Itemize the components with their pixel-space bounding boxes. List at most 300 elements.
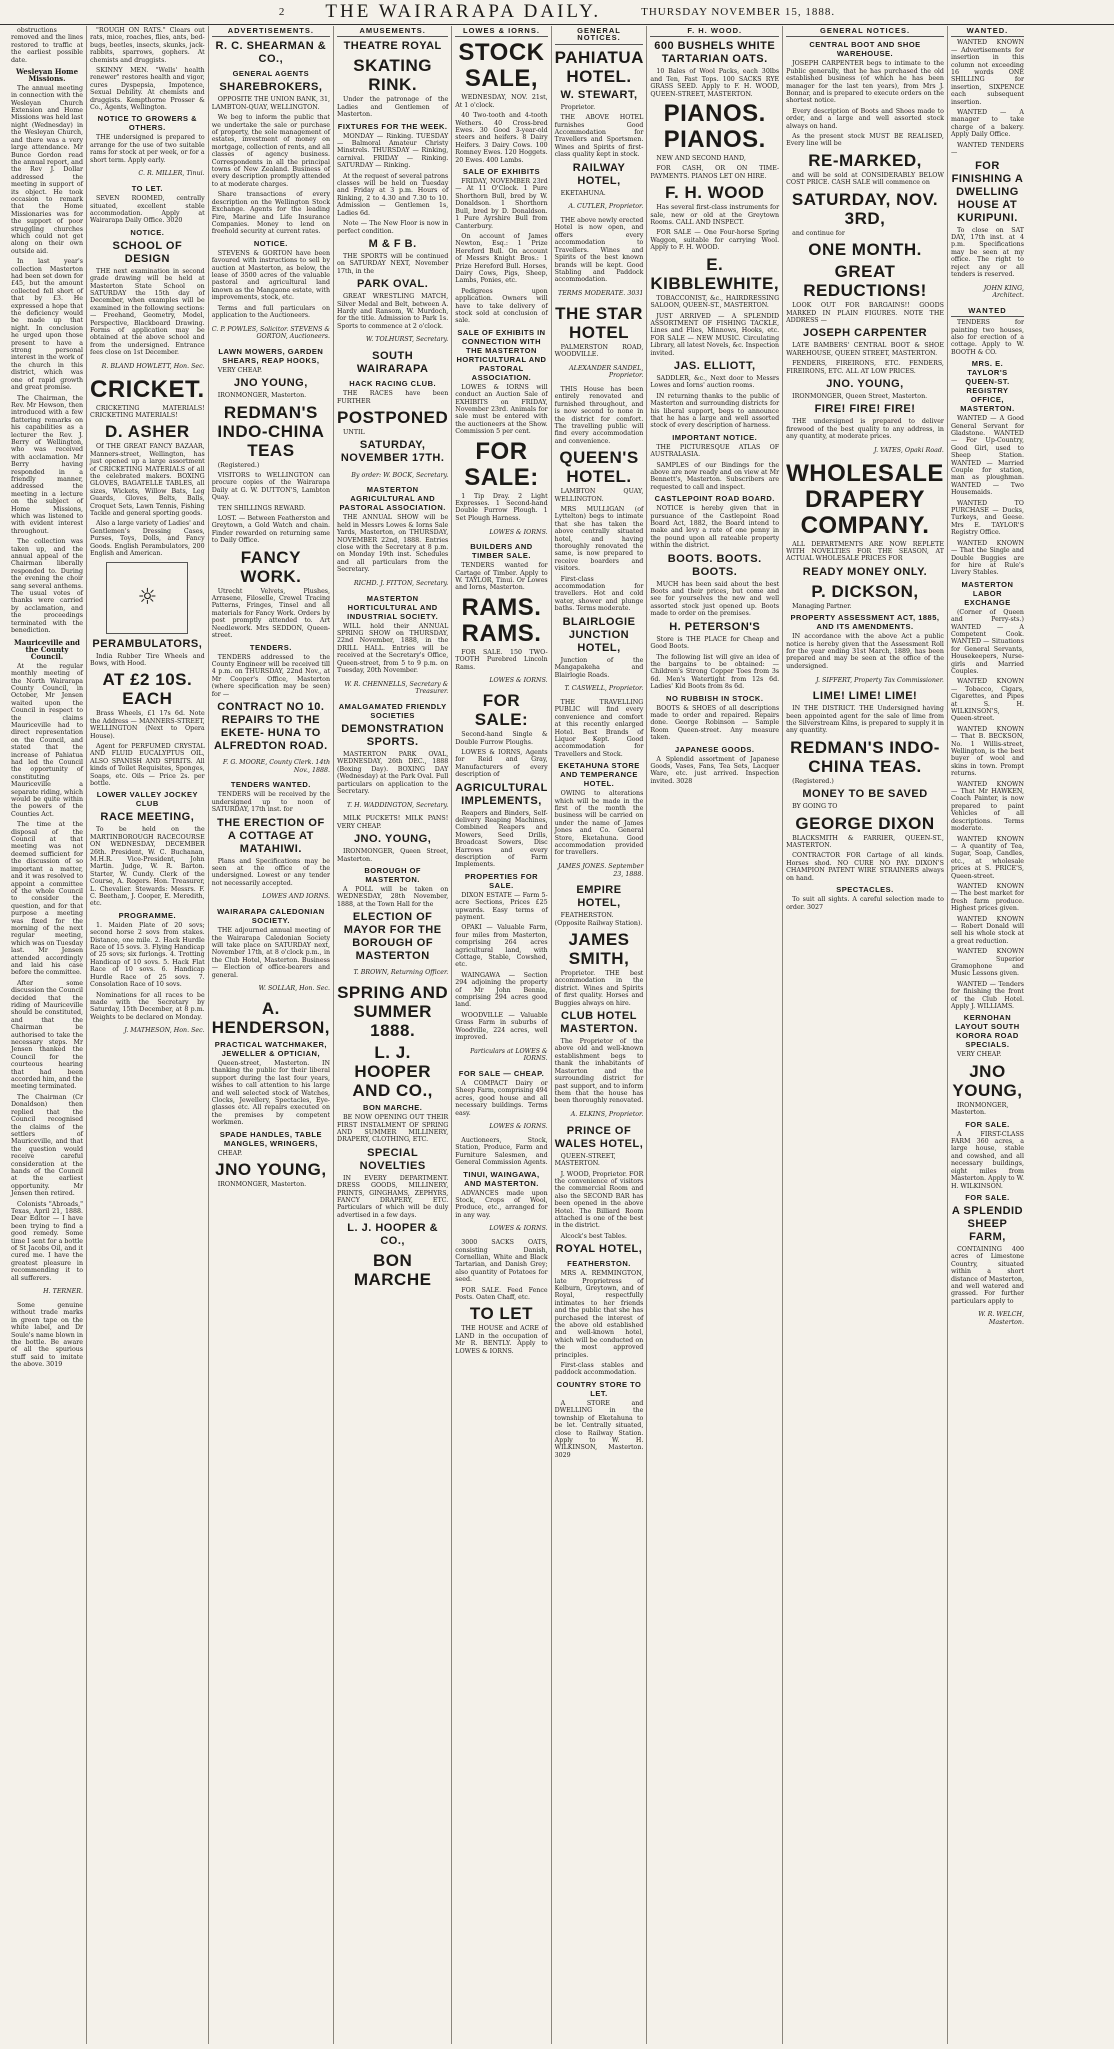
text-paragraph: Plans and Specifications may be seen at the office of the undersigned. Lowest or any tender not necessarily accepted.: [211, 857, 331, 887]
text-paragraph: IRONMONGER, Masterton.: [950, 1101, 1009, 1117]
text-paragraph: To suit all sights. A careful selection made to order. 3027: [786, 896, 944, 911]
ad-heading: LOWER VALLEY JOCKEY CLUB: [96, 790, 199, 809]
ad-heading: JAS. ELLIOTT,: [673, 359, 756, 372]
ad-heading: A. HENDERSON,: [211, 999, 331, 1038]
text-paragraph: IRONMONGER, Queen Street, Masterton.: [792, 392, 928, 400]
ad-heading: IMPORTANT NOTICE.: [672, 432, 758, 442]
ad-heading: STOCK SALE,: [458, 39, 545, 93]
ad-heading: L. J. HOOPER & CO.,: [347, 1222, 439, 1248]
ad-heading: JAPANESE GOODS.: [674, 744, 755, 754]
signature: R. BLAND HOWLETT, Hon. Sec.: [101, 362, 205, 370]
ad-heading: KERNOHAN LAYOUT SOUTH KORORA ROAD SPECIALS.: [955, 1013, 1020, 1050]
text-paragraph: THE undersigned is prepared to arrange for the use of two suitable rams for stock at per week, or for a short term. Apply early.: [90, 134, 205, 164]
ad-heading: NOTICE TO GROWERS & OTHERS.: [97, 114, 198, 133]
ad-heading: FANCY WORK.: [240, 547, 302, 586]
column-heading: F. H. WOOD.: [650, 26, 779, 37]
column-heading: GENERAL NOTICES.: [786, 26, 944, 37]
text-paragraph: (Corner of Queen and Perry-sts.) WANTED — A Competent Cook. WANTED — Situations for General Servants, Housekeepers, Nurse-girls and Married Couples.: [950, 608, 1024, 675]
masthead: [0, 0, 1114, 25]
text-paragraph: First-class accommodation for travellers. Hot and cold water, shower and plunge baths. Terms moderate.: [554, 575, 644, 613]
text-paragraph: Share transactions of every description on the Wellington Stock Exchange. Agents for the leading Fire, Marine and Life Insurance Companies. Money to lend on freehold security at current rates.: [211, 191, 331, 236]
ad-heading: LIME! LIME! LIME!: [812, 690, 918, 703]
ad-heading: PRINCE OF WALES HOTEL,: [554, 1124, 644, 1150]
text-paragraph: THE next examination in second grade drawing will be held at Masterton State School on SATURDAY the 15th day of December, when examples will be examined in the following sections: — Freehand, Geometry, Model, Perspective, Blackboard Drawing. Forms of application may be obtained at the above school and from the undersigned. Entrance fees close on 1st December.: [90, 267, 205, 357]
text-paragraph: Pedigrees upon application. Owners will have to take delivery of stock sold at conclusion of sale.: [455, 287, 548, 325]
text-paragraph: LAMBTON QUAY, WELLINGTON.: [554, 488, 644, 503]
ad-heading: CRICKET.: [90, 375, 205, 403]
text-paragraph: MONDAY — Rinking. TUESDAY — Balmoral Amateur Christy Minstrels. THURSDAY — Rinking, carnival. FRIDAY — Rinking. SATURDAY — Rinking.: [337, 132, 449, 170]
text-paragraph: At the regular monthly meeting of the North Wairarapa County Council, in October, Mr Jensen waited upon the Council in respect to the claims Mauriceville had to direct representation on the Council, and stated that the increase of Pahiatua had led the Council the opportunity of constituting Mauriceville a separate riding, which would be quite within the powers of the Counties Act.: [11, 662, 84, 818]
ad-heading: PROPERTY ASSESSMENT ACT, 1885, AND ITS AMENDMENTS.: [790, 613, 940, 632]
text-paragraph: WANTED — A manager to take charge of a bakery. Apply Daily Office.: [950, 109, 1024, 139]
text-paragraph: "ROUGH ON RATS." Clears out rats, mice, roaches, flies, ants, bed-bugs, beetles, insects, skunks, jack-rabbits, sparrows, gophers. At chemists and druggists.: [90, 27, 205, 64]
text-paragraph: TENDERS addressed to the County Engineer will be received till 4 p.m. on THURSDAY, 22nd Nov., at Mr Cooper's Office, Masterton (where specification may be seen) for —: [211, 653, 331, 698]
text-paragraph: Also a large variety of Ladies' and Gentlemen's Dressing Cases, Purses, Toys, Dolls, and Fancy Goods. English Perambulators, 200 English and American.: [90, 520, 205, 558]
text-paragraph: A FIRST-CLASS FARM 360 acres, a large house, stable and cowshed, and all necessary buildings, eight miles from Masterton. Apply to W. H. WILKINSON.: [950, 1130, 1024, 1190]
text-paragraph: WANTED KNOWN — The best market for fresh farm produce. Highest prices given.: [950, 882, 1024, 913]
text-paragraph: MILK PUCKETS! MILK PANS! VERY CHEAP.: [337, 815, 449, 830]
text-paragraph: WANTED KNOWN — That B. BECKSON, No. 1 Willis-street, Wellington, is the best buyer of wool and skins in town. Prompt returns.: [950, 725, 1024, 778]
ad-heading: PROPERTIES FOR SALE.: [464, 871, 539, 890]
text-paragraph: THE TRAVELLING PUBLIC will find every convenience and comfort at this recently enlarged Hotel. Best Brands of Liquor Kept. Good accommodation for Travellers and Stock.: [554, 698, 644, 758]
column-3: [209, 26, 334, 2044]
text-paragraph: THE adjourned annual meeting of the Wairarapa Caledonian Society will take place on SATURDAY next, November 17th, at 8 o'clock p.m., in the Club Hotel, Masterton. Business — Election of office-bearers and general.: [211, 927, 331, 979]
signature: TERMS MODERATE. 3031: [558, 290, 644, 298]
column-heading: AMUSEMENTS.: [337, 26, 448, 37]
ad-heading: PRACTICAL WATCHMAKER, JEWELLER & OPTICIAN,: [214, 1040, 328, 1059]
ad-heading: NOTICE.: [253, 238, 288, 248]
ad-heading: ONE MONTH.: [808, 240, 922, 260]
ad-heading: FOR SALE:: [474, 691, 529, 730]
text-paragraph: 1 Tip Dray. 2 Light Expresses. 1 Second-hand Double Furrow Plough. 1 Set Plough Harness.: [455, 492, 548, 522]
text-paragraph: WANTED — A Good General Servant for Gladstone. WANTED — For Up-Country, Good Girl, used to Sheep Station. WANTED — Married Couple for station, man as ploughman. WANTED — Two Housemaids.: [950, 415, 1024, 497]
text-paragraph: WEDNESDAY, NOV. 21st, At 1 o'clock.: [455, 94, 548, 109]
ad-heading: REDMAN'S INDO-CHINA TEAS.: [790, 737, 940, 776]
text-paragraph: 10 Bales of Wool Packs, each 30lbs and Ten, Fast Tops. 100 SACKS RYE GRASS SEED. Apply to F. H. WOOD, QUEEN-STREET, MASTERTON.: [650, 68, 780, 98]
text-paragraph: BOOTS & SHOES of all descriptions made to order and repaired. Repairs done. George Robinson — Sample Room Queen-street. Any measure taken.: [650, 704, 780, 742]
text-paragraph: MRS MULLIGAN (of Lyttelton) begs to intimate that she has taken the above centrally situated hotel, and having thoroughly renovated the same, is now prepared to receive boarders and visitors.: [554, 506, 644, 573]
signature: ALEXANDER SANDEL, Proprietor.: [569, 364, 644, 380]
ad-heading: PAHIATUA HOTEL.: [554, 47, 644, 86]
text-paragraph: LOWES & IORNS, Agents for Reid and Gray, Manufacturers of every description of: [455, 748, 548, 779]
text-paragraph: IN returning thanks to the public of Masterton and surrounding districts for his liberal support, begs to announce that he has a large and well assorted stock of every description of harness.: [650, 392, 780, 430]
ad-heading: TO LET.: [131, 184, 163, 194]
signature: By order: W. BOCK, Secretary.: [351, 471, 449, 479]
text-paragraph: ADVANCES made upon Stock, Crops of Wool, Produce, etc., arranged for in any way.: [455, 1189, 548, 1219]
column-7: [647, 26, 783, 2044]
text-paragraph: The following list will give an idea of the bargains to be obtained: — Children's Strong Copper Toes from 3s 6d. Men's Watertight from 12s 6d. Ladies' Kid Boots from 8s 6d.: [650, 653, 780, 691]
signature: W. R. CHENNELLS, Secretary & Treasurer.: [344, 680, 449, 696]
ad-heading: R. C. SHEARMAN & CO.,: [215, 40, 327, 66]
columns-container: [8, 26, 1106, 2044]
text-paragraph: MUCH has been said about the best Boots and their prices, but come and see for yourselves the new and well assorted stock just opened up. Boots made to order on the premises.: [650, 580, 780, 618]
text-paragraph: TENDERS wanted for Cartage of Timber. Apply to W. TAYLOR, Tinui. Or Lowes and Iorns, Masterton.: [455, 562, 548, 592]
text-paragraph: Note — The New Floor is now in perfect condition.: [337, 220, 449, 235]
text-paragraph: Of THE GREAT FANCY BAZAAR, Manners-street, Wellington, has just opened up a large assortment of CRICKETING MATERIALS of all the celebrated makers. BOXING GLOVES, BAGATELLE TABLES, all sizes, Wickets, Willow Bats, Leg Guards, Gloves, Belts, Balls, Croquet Sets, Lawn Tennis, Fishing Tackle and general sporting goods.: [90, 443, 205, 518]
ad-heading: FOR FINISHING A DWELLING HOUSE AT KURIPUNI.: [951, 159, 1024, 224]
ad-heading: PARK OVAL.: [357, 278, 429, 291]
column-1: [8, 26, 87, 2044]
signature: J. YATES, Opaki Road.: [874, 446, 944, 454]
column-heading: LOWES & IORNS.: [455, 26, 547, 37]
ad-heading: EMPIRE HOTEL,: [576, 884, 622, 910]
ad-heading: JNO YOUNG,: [233, 377, 308, 390]
text-paragraph: IN EVERY DEPARTMENT. DRESS GOODS, MILLINERY, PRINTS, GINGHAMS, ZEPHYRS, FANCY DRAPERY, ETC. Particulars of which will be duly advertised in a few days.: [337, 1174, 449, 1219]
text-paragraph: SAMPLES of our Bindings for the above are now ready and on view at Mr Bennett's, Masterton. Subscribers are requested to call and inspect.: [650, 461, 780, 491]
text-paragraph: SADDLER, &c., Next door to Messrs Lowes and Iorns' auction rooms.: [650, 374, 780, 390]
ad-heading: SPECIAL NOVELTIES: [359, 1146, 426, 1172]
ad-heading: FOR SALE:: [464, 437, 539, 491]
text-paragraph: LOOK OUT FOR BARGAINS!! GOODS MARKED IN PLAIN FIGURES. NOTE THE ADDRESS —: [786, 302, 944, 324]
text-paragraph: WANTED TENDERS —: [950, 141, 1024, 157]
text-paragraph: (Registered.): [792, 777, 834, 785]
masthead-date: THURSDAY NOVEMBER 15, 1888.: [641, 6, 836, 18]
text-paragraph: WANTED TO PURCHASE — Ducks, Turkeys, and Geese. Mrs E. TAYLOR'S Registry Office.: [950, 499, 1024, 537]
ad-heading: PIANOS. PIANOS.: [663, 100, 766, 154]
text-paragraph: NEW AND SECOND HAND,: [656, 155, 746, 163]
text-paragraph: THE ANNUAL SHOW will be held in Messrs Lowes & Iorns Sale Yards, Masterton, on THURSDAY, NOVEMBER 22nd, 1888. Entries close with the Secretary at 8 p.m. on Monday 19th inst. Schedules and all particulars from the Secretary.: [337, 514, 449, 574]
text-paragraph: First-class stables and paddock accommodation.: [554, 1362, 644, 1377]
text-paragraph: TEN SHILLINGS REWARD.: [217, 504, 306, 512]
signature: J. MATHESON, Hon. Sec.: [124, 1027, 205, 1035]
text-paragraph: Utrecht Velvets, Plushes, Arrasene, Filoselle, Crewel Tracing Patterns, Fringes, Tinsel and all materials for Fancy Work. Orders by post promptly attended to. Art Needlework. Mrs SEDDON, Queen-street.: [211, 587, 331, 640]
text-paragraph: STEVENS & GORTON have been favoured with instructions to sell by auction at Masterton, as below, the lease of 3500 acres of the valuable pastoral and agricultural land known as the Mangaone estate, with improvements, stock, etc.: [211, 249, 331, 302]
ad-heading: 600 BUSHELS WHITE TARTARIAN OATS.: [654, 40, 776, 66]
text-paragraph: (Registered.): [217, 461, 260, 469]
ad-heading: FOR SALE — CHEAP.: [458, 1068, 545, 1078]
ad-heading: TENDERS WANTED.: [230, 780, 311, 790]
text-paragraph: The time at the disposal of the Council at that meeting was not deemed sufficient for the discussion of so important a matter, and it was resolved to appoint a committee of the whole Council to consider the question, and for that purpose a meeting was fixed for the morning of the next regular meeting, which was on Tuesday last. Mr Jensen attended accordingly and laid his case before the committee.: [11, 821, 84, 977]
text-paragraph: WILL hold their ANNUAL SPRING SHOW on THURSDAY, 22nd November, 1888, in the DRILL HALL. Entries will be received at the Secretary's Office, Queen-street, from 5 to 9 p.m. on Tuesday, 20th November.: [337, 622, 449, 675]
text-paragraph: A POLL will be taken on WEDNESDAY, 28th November, 1888, at the Town Hall for the: [337, 885, 449, 908]
text-paragraph: 3000 SACKS OATS, consisting Danish, Cornellian, White and Black Tartarian, and Danish Grey; also quantity of Potatoes for seed.: [455, 1239, 548, 1284]
ad-heading: JNO. YOUNG,: [826, 377, 904, 390]
ad-heading: HACK RACING CLUB.: [349, 379, 437, 389]
text-paragraph: JUST ARRIVED — A SPLENDID ASSORTMENT OF FISHING TACKLE, Lines and Flies, Minnows, Hooks, etc. FOR SALE — NEW MUSIC. Circulating Library, all latest Novels, &c. Inspection invited.: [650, 312, 780, 357]
ad-heading: THEATRE ROYAL: [343, 40, 442, 53]
ad-heading: QUEEN'S HOTEL.: [559, 448, 639, 487]
signature: Particulars at LOWES & IORNS.: [470, 1047, 548, 1063]
text-paragraph: Has several first-class instruments for sale, new or old at the Greytown Rooms. CALL AND INSPECT.: [650, 204, 780, 227]
text-paragraph: JOSEPH CARPENTER begs to intimate to the Public generally, that he has purchased the old established business (of which he has been manager for the last ten years), from Mrs J. Bonnar, and is prepared to execute orders on the shortest notice.: [786, 60, 944, 105]
ad-heading: NO RUBBISH IN STOCK.: [666, 693, 764, 703]
text-paragraph: FOR SALE. Feed Fence Posts. Oaten Chaff, etc.: [455, 1286, 548, 1302]
text-paragraph: BLACKSMITH & FARRIER, QUEEN-ST., MASTERTON.: [786, 834, 944, 850]
text-paragraph: WANTED KNOWN — Robert Donald will sell his whole stock at a great reduction.: [950, 915, 1024, 945]
signature: J. SIFFERT, Property Tax Commissioner.: [816, 676, 944, 684]
ad-heading: JOSEPH CARPENTER: [802, 327, 928, 340]
ad-heading: FEATHERSTON.: [567, 1259, 631, 1269]
text-paragraph: Proprietor. THE best accommodation in the district. Wines and Spirits of first quality. Horses and Buggies always on hire.: [554, 970, 644, 1007]
text-paragraph: Store is THE PLACE for Cheap and Good Boots.: [650, 635, 780, 651]
text-paragraph: The Chairman (Cr Donaldson) then replied that the Council recognised the claims of the settlers of Mauriceville, and that the question would receive careful consideration at the hands of the Council at the earliest opportunity. Mr Jensen then retired.: [11, 1093, 84, 1198]
ad-heading: A SPLENDID SHEEP FARM,: [951, 1204, 1024, 1243]
ad-heading: BON MARCHE: [353, 1251, 432, 1290]
text-paragraph: FOR SALE. 150 TWO-TOOTH Purebred Lincoln Rams.: [455, 648, 548, 671]
ad-heading: PERAMBULATORS,: [92, 637, 203, 650]
text-paragraph: CONTAINING 400 acres of Limestone Country, situated within a short distance of Masterton, and well watered and grassed. For further particulars apply to: [950, 1245, 1024, 1305]
text-paragraph: FRIDAY, NOVEMBER 23rd — At 11 O'Clock. 1 Pure Shorthorn Bull, bred by W. Donaldson. 1 Shorthorn Bull, bred by D. Donaldson. 1 Pure Ayrshire Bull from Canterbury.: [455, 178, 548, 230]
ad-heading: FOR SALE.: [965, 1192, 1010, 1202]
signature: JOHN KING, Architect.: [983, 284, 1024, 300]
article-title: Wesleyan Home Missions.: [15, 67, 79, 84]
text-paragraph: WANTED KNOWN — Advertisements for insertion in this column not exceeding 16 words ONE SHILLING for insertion, SIXPENCE each subsequent insertion.: [950, 39, 1024, 106]
signature: LOWES & IORNS.: [489, 528, 548, 536]
text-paragraph: WAINGAWA — Section 294 adjoining the property of Mr John Bennie, comprising 294 acres good land.: [455, 971, 548, 1009]
ad-heading: REDMAN'S INDO-CHINA TEAS: [217, 402, 325, 460]
text-paragraph: After some discussion the Council decided that the riding of Mauriceville should be constituted, and that the Chairman be authorised to take the necessary steps. Mr Jensen thanked the Council for the courteous hearing that had been accorded him, and the meeting terminated.: [11, 979, 84, 1091]
text-paragraph: J. WOOD, Proprietor. FOR the convenience of visitors the commercial Room and also the SECOND BAR has been opened in the above Hotel. The Billiard Room attached is one of the best in the district.: [554, 1170, 644, 1230]
text-paragraph: THE PICTURESQUE ATLAS OF AUSTRALASIA.: [650, 443, 780, 459]
ad-heading: EKETAHUNA STORE AND TEMPERANCE HOTEL.: [558, 761, 640, 789]
ad-heading: AT £2 10S. EACH: [102, 670, 193, 709]
text-paragraph: Brass Wheels, £1 17s 6d. Note the Address — MANNERS-STREET, WELLINGTON (Next to Opera House).: [90, 710, 205, 740]
ad-heading: CLUB HOTEL MASTERTON.: [560, 1010, 638, 1036]
text-paragraph: NOTICE is hereby given that in pursuance of the Castlepoint Road Board Act, 1882, the Board intend to make and levy a rate of one penny in the pound upon all rateable property within the district.: [650, 505, 780, 550]
ad-heading: SALE OF EXHIBITS IN CONNECTION WITH THE MASTERTON HORTICULTURAL AND PASTORAL ASSOCIATION.: [456, 327, 547, 382]
text-paragraph: Auctioneers, Stock, Station, Produce, Farm and Furniture Salesmen, and General Commission Agents.: [455, 1136, 548, 1167]
text-paragraph: CHEAP.: [217, 1149, 243, 1157]
ad-heading: SPRING AND SUMMER 1888.: [337, 983, 449, 1041]
ad-heading: RAMS. RAMS.: [461, 593, 542, 647]
ad-heading: ROYAL HOTEL,: [555, 1243, 643, 1256]
text-paragraph: SKINNY MEN. "Wells' health renewer" restores health and vigor, cures Dyspepsia, Impotence, Sexual Debility. At chemists and druggists. Kempthorne Prosser & Co., Agents, Wellington.: [90, 67, 205, 112]
text-paragraph: WANTED KNOWN — That Mr HAWKEN, Coach Painter, is now prepared to paint Vehicles of all descriptions. Terms moderate.: [950, 780, 1024, 833]
ad-heading: MASTERTON HORTICULTURAL AND INDUSTRIAL SOCIETY.: [347, 593, 439, 621]
ad-heading: P. DICKSON,: [811, 581, 919, 601]
text-paragraph: WANTED KNOWN — Tobacco, Cigars, Cigarettes, and Pipes at S. H. WILKINSON'S, Queen-street.: [950, 678, 1024, 723]
ad-heading: NOTICE.: [130, 227, 165, 237]
ad-heading: MASTERTON AGRICULTURAL AND PASTORAL ASSOCIATION.: [339, 485, 446, 513]
column-9: [948, 26, 1027, 2044]
ad-heading: ELECTION OF MAYOR FOR THE BOROUGH OF MASTERTON: [343, 911, 442, 963]
column-4: [334, 26, 452, 2044]
text-paragraph: Queen-street, Masterton. IN thanking the public for their liberal support during the last four years, wishes to call attention to his large and well selected stock of Watches, Clocks, Jewellery, Spectacles, Eye-glasses etc. All repairs executed on the premises by competent workmen.: [211, 1060, 331, 1127]
ad-heading: TO LET: [469, 1304, 534, 1324]
ad-heading: WAIRARAPA CALEDONIAN SOCIETY.: [217, 907, 325, 926]
ad-heading: FOR SALE.: [965, 1119, 1010, 1129]
text-paragraph: Every description of Boots and Shoes made to order, and a large and well assorted stock always on hand.: [786, 107, 944, 130]
text-paragraph: THIS House has been entirely renovated and furnished throughout, and is now second to none in the district for comfort. The travelling public will find every accommodation and convenience.: [554, 385, 644, 445]
text-paragraph: Reapers and Binders, Self-delivery Reaping Machines, Combined Reapers and Mowers, Seed Drills, Broadcast Sowers, Disc Harrows and every description of Farm Implements.: [455, 809, 548, 869]
ad-heading: JNO. YOUNG,: [353, 833, 432, 846]
signature: T. H. WADDINGTON, Secretary.: [346, 801, 449, 809]
ad-heading: LAWN MOWERS, GARDEN SHEARS, REAP HOOKS,: [218, 346, 324, 365]
signature: LOWES AND IORNS.: [262, 893, 331, 901]
ad-heading: BLAIRLOGIE JUNCTION HOTEL,: [562, 615, 636, 654]
ad-heading: L. J. HOOPER AND CO.,: [352, 1043, 433, 1101]
text-paragraph: On account of James Newton, Esq.: 1 Prize Hereford Bull. On account of Messrs Knight Bros.: 1 Prize Hereford Bull. Horses, Dairy Cows, Pigs, Sheep, Lambs, Ponies, etc.: [455, 232, 548, 285]
column-heading: WANTED: [951, 306, 1024, 317]
signature: LOWES & IORNS.: [489, 1123, 548, 1131]
text-paragraph: FOR CASH, OR ON TIME-PAYMENTS. PIANOS LET ON HIRE.: [650, 165, 780, 180]
text-paragraph: TENDERS will be received by the undersigned up to noon of SATURDAY, 17th inst. for: [211, 791, 331, 814]
ad-heading: READY MONEY ONLY.: [802, 565, 928, 578]
text-paragraph: WANTED KNOWN — A quantity of Tea, Sugar, Soap, Candles, etc., at wholesale prices at S. PRICE'S, Queen-street.: [950, 835, 1024, 880]
ad-heading: JNO YOUNG,: [952, 1061, 1023, 1100]
column-5: [452, 26, 551, 2044]
ad-heading: MASTERTON LABOR EXCHANGE: [961, 579, 1014, 607]
text-paragraph: In last year's collection Masterton had been set down for £45, but the amount collected fell short of that by £3. He expressed a hope that the deficiency would be made up that night. In conclusion he urged upon those present to have a strong personal interest in the work of the church in this district, which was one of rapid growth and great promise.: [11, 258, 84, 392]
text-paragraph: TENDERS for painting two houses, also for erection of a cottage. Apply to W. BOOTH & CO.: [950, 319, 1024, 356]
ad-heading: WHOLESALE DRAPERY COMPANY.: [786, 459, 944, 539]
ad-heading: SCHOOL OF DESIGN: [112, 239, 183, 265]
text-paragraph: VISITORS to WELLINGTON can procure copies of the Wairarapa Daily at G. W. DUTTON'S, Lambton Quay.: [211, 472, 331, 502]
ad-heading: MRS. E. TAYLOR'S QUEEN-ST. REGISTRY OFFICE, MASTERTON.: [960, 359, 1015, 414]
ad-heading: RAILWAY HOTEL,: [572, 161, 626, 187]
text-paragraph: As the present stock MUST BE REALISED, Every line will be: [786, 133, 944, 148]
text-paragraph: UNTIL: [343, 428, 365, 436]
signature: T. CASWELL, Proprietor.: [564, 685, 644, 693]
text-paragraph: BE NOW OPENING OUT THEIR FIRST INSTALMENT OF SPRING AND SUMMER MILLINERY, DRAPERY, CLOTHING, ETC.: [337, 1114, 449, 1144]
ad-heading: BON MARCHE.: [363, 1103, 423, 1113]
ad-heading: CONTRACT NO 10. REPAIRS TO THE EKETE- HUNA TO ALFREDTON ROAD.: [214, 700, 328, 752]
text-paragraph: GREAT WRESTLING MATCH, Silver Medal and Belt, between A. Hardy and Ransom, W. Murdoch, for the title. Admission to Park 1s. Sports to commence at 2 o'clock.: [337, 293, 449, 330]
signature: LOWES & IORNS.: [489, 677, 548, 685]
ad-heading: GENERAL AGENTS: [232, 69, 310, 79]
text-paragraph: IRONMONGER, Masterton.: [217, 392, 307, 400]
text-paragraph: THE RACES have been FURTHER: [337, 390, 449, 405]
text-paragraph: LATE BAMBERS' CENTRAL BOOT & SHOE WAREHOUSE, QUEEN STREET, MASTERTON.: [786, 342, 944, 357]
text-paragraph: FENDERS, FIREIRONS, ETC. FENDERS, FIREIRONS, ETC. ALL AT LOW PRICES.: [786, 360, 944, 375]
column-heading: WANTED.: [951, 26, 1024, 37]
text-paragraph: VERY CHEAP.: [217, 366, 262, 374]
text-paragraph: SEVEN ROOMED, centrally situated, excellent stable accommodation. Apply at Wairarapa Daily Office. 3020: [90, 195, 205, 225]
text-paragraph: CRICKETING MATERIALS! CRICKETING MATERIALS!: [90, 404, 205, 419]
text-paragraph: WANTED KNOWN — That the Single and Double Buggies are for hire at Rule's Livery Stables.: [950, 539, 1024, 577]
text-paragraph: We beg to inform the public that we undertake the sale or purchase of property, the sole management of estates, investment of money on mortgage, collection of rents, and all classes of agency business. Correspondents in all the principal towns of New Zealand. Business of every description promptly attended to at moderate charges.: [211, 114, 331, 188]
ad-heading: GREAT REDUCTIONS!: [803, 262, 927, 301]
signature: T. BROWN, Returning Officer.: [353, 969, 449, 977]
ad-heading: TENDERS.: [249, 642, 292, 652]
text-paragraph: CONTRACTOR FOR Cartage of all kinds. Horses shod. NO CURE NO PAY. DIXON'S CHAMPION PATENT WIRE STRAINERS always on hand.: [786, 852, 944, 882]
text-paragraph: obstructions removed and the lines restored to traffic at the earliest possible date.: [11, 27, 84, 64]
text-paragraph: MRS A. REMMINGTON, late Proprietress of Kelburn, Greytown, and of Royal, respectfully intimates to her friends and the public that she has purchased the interest of the above old established and well-known hotel, which will be conducted on the most approved principles.: [554, 1270, 644, 1359]
text-paragraph: THE undersigned is prepared to deliver firewood of the best quality to any address, in any quantity, at moderate prices.: [786, 418, 944, 441]
signature: C. P. POWLES, Solicitor. STEVENS & GORTON, Auctioneers.: [211, 325, 331, 341]
text-paragraph: IN THE DISTRICT. THE Undersigned having been appointed agent for the sale of lime from the Silverstream Kilns, is prepared to supply it in any quantity.: [786, 705, 944, 735]
text-paragraph: The annual meeting in connection with the Wesleyan Church Extension and Home Missions was held last night (Wednesday) in the Wesleyan Church, and there was a very large attendance. Mr Bunce Gordon read the annual report, and the Rev J. Dollar addressed the meeting in support of its object. He took occasion to remark that the Home Missionaries was for the support of poor struggling churches which could not get along on their own outside aid.: [11, 84, 84, 255]
text-paragraph: Terms and full particulars on application to the Auctioneers.: [211, 304, 331, 319]
ad-heading: SALE OF EXHIBITS: [462, 167, 541, 177]
text-paragraph: The Proprietor of the above old and well-known establishment begs to thank the inhabitants of Masterton and the surrounding district for past support, and to inform them that the house has been thoroughly renovated.: [554, 1038, 644, 1105]
text-paragraph: ALL DEPARTMENTS ARE NOW REPLETE WITH NOVELTIES FOR THE SEASON, AT ACTUAL WHOLESALE PRICES FOR: [786, 540, 944, 563]
ad-heading: GEORGE DIXON: [795, 813, 935, 833]
ad-heading: BOROUGH OF MASTERTON.: [364, 865, 421, 884]
text-paragraph: IRONMONGER, Masterton.: [217, 1181, 307, 1189]
column-heading: GENERAL NOTICES.: [555, 26, 644, 45]
text-paragraph: Some genuine without trade marks in green tape on the white label, and Dr Soule's name blown in the bottle. Be aware of all the spurious stuff said to imitate the above. 3019: [11, 1302, 84, 1369]
text-paragraph: THE ABOVE HOTEL furnishes Good Accommodation for Travellers and Sportsmen. Wines and Spirits of first-class quality kept in stock.: [554, 114, 644, 159]
text-paragraph: and will be sold at CONSIDERABLY BELOW COST PRICE. CASH SALE will commence on: [786, 171, 944, 187]
text-paragraph: Second-hand Single & Double Furrow Ploughs.: [455, 731, 548, 746]
signature: H. TERNER.: [43, 1288, 84, 1296]
text-paragraph: WOODVILLE — Valuable Grass Farm in suburbs of Woodville, 224 acres, well improved.: [455, 1011, 548, 1042]
ad-heading: RE-MARKED,: [808, 150, 922, 170]
ad-heading: F. H. WOOD: [665, 183, 765, 203]
signature: A. CUTLER, Proprietor.: [568, 203, 644, 211]
text-paragraph: 40 Two-tooth and 4-tooth Wethers. 40 Cross-bred Ewes. 30 Good 3-year-old steers and heifers. 8 Dairy Heifers. 3 Dairy Cows. 100 Romney Ewes. 120 Hoggets. 20 Ewes. 400 Lambs.: [455, 112, 548, 164]
text-paragraph: and continue for: [792, 229, 845, 237]
text-paragraph: THE above newly erected Hotel is now open, and offers every accommodation to Travellers. Wines and Spirits of the best known brands will be kept. Good Stabling and Paddock accommodation.: [554, 217, 644, 284]
text-paragraph: THE SPORTS will be continued on SATURDAY NEXT, November 17th, in the: [337, 252, 449, 275]
text-paragraph: IRONMONGER, Queen Street, Masterton.: [337, 848, 449, 863]
ad-heading: BUILDERS AND TIMBER SALE.: [470, 542, 533, 561]
ad-heading: H. PETERSON'S: [669, 620, 761, 633]
ad-heading: AGRICULTURAL IMPLEMENTS,: [455, 781, 548, 807]
signature: W. SOLLAR, Hon. Sec.: [258, 985, 331, 993]
ad-heading: COUNTRY STORE TO LET.: [556, 1379, 642, 1398]
text-paragraph: BY GOING TO: [792, 803, 838, 811]
column-6: [552, 26, 648, 2044]
signature: C. R. MILLER, Tinui.: [138, 170, 205, 178]
text-paragraph: Under the patronage of the Ladies and Gentlemen of Masterton.: [337, 96, 449, 119]
ad-heading: MONEY TO BE SAVED: [802, 788, 928, 801]
text-paragraph: Nominations for all races to be made with the Secretary by Saturday, 15th December, at 8 p.m. Weights to be declared on Monday.: [90, 991, 205, 1021]
text-paragraph: FOR SALE — One Four-horse Spring Waggon, suitable for carrying Wool. Apply to F. H. WOOD.: [650, 229, 780, 252]
column-heading: ADVERTISEMENTS.: [212, 26, 330, 37]
text-paragraph: QUEEN-STREET, MASTERTON.: [554, 1152, 616, 1168]
text-paragraph: Agent for PERFUMED CRYSTAL AND FLUID EUCALYPTUS OIL, ALSO SPANISH AND SPIRITS. All kinds of Toilet Requisites, Sponges, Soaps, etc. Oils — Price 2s. per bottle.: [90, 742, 205, 787]
text-paragraph: 1. Maiden Plate of 20 sovs; second horse 2 sovs from stakes. Distance, one mile. 2. Hack Hurdle Race of 15 sovs. 3. Flying Handicap of 25 sovs; six furlongs. 4. Trotting Handicap of 10 sovs. 5. Hack Flat Race of 10 sovs. 6. Handicap Hurdle Race of 25 sovs. 7. Consolation Race of 10 sovs.: [90, 921, 205, 989]
ad-heading: CENTRAL BOOT AND SHOE WAREHOUSE.: [809, 40, 921, 59]
ad-heading: SPADE HANDLES, TABLE MANGLES, WRINGERS,: [219, 1129, 322, 1148]
ad-heading: W. STEWART,: [560, 88, 638, 101]
ad-heading: JAMES SMITH,: [568, 930, 630, 969]
signature: W. TOLHURST, Secretary.: [365, 336, 449, 344]
ad-heading: FIRE! FIRE! FIRE!: [814, 403, 916, 416]
ad-heading: THE ERECTION OF A COTTAGE AT MATAHIWI.: [216, 816, 325, 855]
text-paragraph: To close on SAT DAY, 17th inst. at 4 p.m. Specifications may be seen at my office. The right to reject any or all tenders is reserved.: [950, 226, 1024, 278]
column-8: [783, 26, 948, 2044]
signature: W. R. WELCH, Masterton.: [978, 1311, 1024, 1326]
ad-heading: JNO YOUNG,: [215, 1160, 327, 1180]
text-paragraph: At the request of several patrons classes will be held on Tuesday and Friday at 3 p.m. Hours of Rinking, 2 to 4.30 and 7.30 to 10. Admission — Gentlemen 1s, Ladies 6d.: [337, 172, 449, 217]
ad-heading: SKATING RINK.: [353, 56, 433, 95]
text-paragraph: MASTERTON PARK OVAL, WEDNESDAY, 26th DEC., 1888 (Boxing Day). BOXING DAY (Wednesday) at the Park Oval. Full particulars on application to the Secretary.: [337, 750, 449, 795]
ad-heading: DEMONSTRATION SPORTS.: [341, 722, 445, 748]
article-title: Mauriceville and the County Council.: [14, 637, 80, 662]
text-paragraph: TOBACCONIST, &c., HAIRDRESSING SALOON, QUEEN-ST., MASTERTON.: [650, 294, 780, 310]
text-paragraph: THE HOUSE and ACRE of LAND in the occupation of Mr R. BENTLY. Apply to LOWES & IORNS.: [455, 1325, 548, 1355]
ad-heading: SATURDAY, NOV. 3RD,: [791, 189, 939, 228]
signature: RICHD. J. FITTON, Secretary.: [353, 579, 449, 587]
text-paragraph: OPPOSITE THE UNION BANK, 31, LAMBTON-QUAY, WELLINGTON.: [211, 96, 331, 111]
signature: A. ELKINS, Proprietor.: [570, 1111, 644, 1119]
ad-heading: THE STAR HOTEL: [555, 303, 643, 342]
text-paragraph: India Rubber Tire Wheels and Bows, with Hood.: [90, 652, 205, 667]
ad-heading: SATURDAY, NOVEMBER 17TH.: [340, 439, 445, 465]
ad-heading: POSTPONED: [337, 407, 449, 427]
signature: LOWES & IORNS.: [489, 1225, 548, 1233]
ad-heading: D. ASHER: [105, 422, 190, 442]
text-paragraph: Colonists "Abroads," Texas, April 21, 1888. Dear Editor — I have been trying to find a good remedy. Some time I sent for a bottle of St Jacobs Oil, and it cured me. I have the greatest pleasure in recommending it to all sufferers.: [11, 1200, 84, 1282]
ad-heading: M & F B.: [368, 237, 417, 250]
text-paragraph: A COMPACT Dairy or Sheep Farm, comprising 494 acres, good house and all necessary buildings. Terms easy.: [455, 1079, 548, 1117]
text-paragraph: Managing Partner.: [792, 602, 852, 610]
text-paragraph: Proprietor.: [560, 103, 596, 111]
text-paragraph: VERY CHEAP.: [956, 1051, 1002, 1059]
ad-heading: SPECTACLES.: [836, 885, 894, 895]
text-paragraph: EKETAHUNA.: [560, 189, 606, 197]
masthead-title: THE WAIRARAPA DAILY.: [325, 1, 602, 22]
perambulator-illustration-icon: ☼: [106, 562, 188, 634]
ad-heading: E. KIBBLEWHITE,: [650, 254, 780, 293]
text-paragraph: LOWES & IORNS will conduct an Auction Sale of EXHIBITS on FRIDAY, November 23rd. Animals for sale must be entered with the auctioneers at the Show. Commission 5 per cent.: [455, 383, 548, 436]
text-paragraph: OPAKI — Valuable Farm, four miles from Masterton, comprising 264 acres agricultural land, with Cottage, Stable, Cowshed, etc.: [455, 924, 548, 969]
text-paragraph: The Chairman, the Rev. Mr Hewson, then introduced with a few flattering remarks on his capabilities as a lecturer the Rev. J. Berry of Wellington, who was received with acclamation. Mr Berry having responded in a friendly manner, addressed the meeting in a lecture on the subject of Home Missions, which was listened to with evident interest throughout.: [11, 394, 84, 535]
text-paragraph: DIXON ESTATE — Farm 5-acre Sections, Prices £25 upwards. Easy terms of payment.: [455, 891, 548, 921]
